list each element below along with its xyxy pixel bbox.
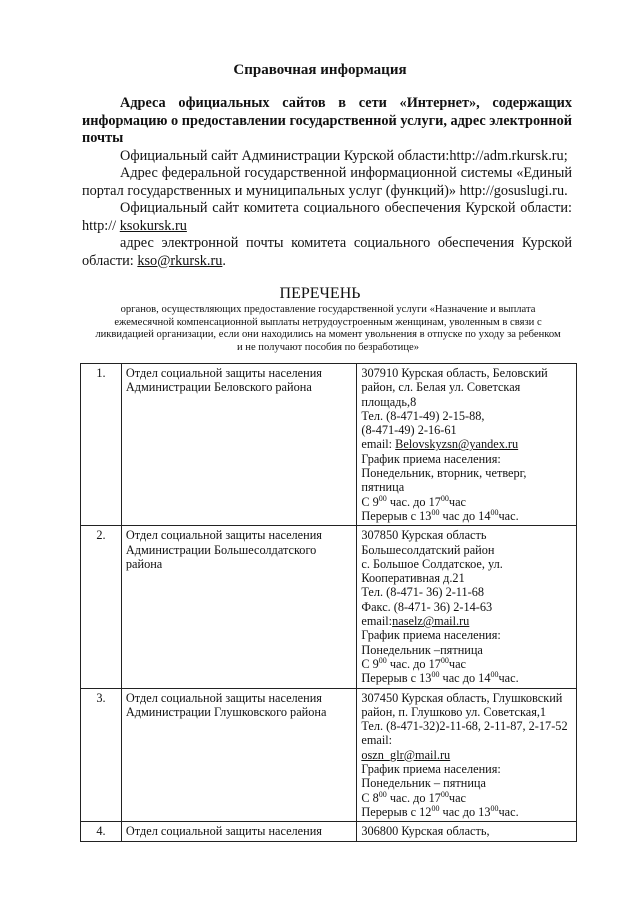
break-from: 13	[419, 671, 432, 686]
committee-email-paragraph	[82, 235, 572, 270]
minutes-sup: 00	[440, 789, 449, 799]
offices-table-body	[81, 364, 577, 842]
minutes-sup: 00	[490, 670, 499, 680]
hours-prefix: С	[361, 790, 373, 805]
office-contacts	[357, 688, 577, 822]
intro-bold-line: информацию о предоставлении государственной услуги, адрес электронной	[82, 112, 572, 129]
hours-suffix: час	[448, 494, 467, 509]
break-suffix: час.	[498, 671, 519, 686]
table-row	[81, 822, 577, 841]
hours-suffix: час	[448, 656, 467, 671]
office-number: 2.	[81, 526, 122, 688]
minutes-sup: 00	[378, 655, 387, 665]
hours-to: 17	[428, 656, 441, 671]
email-link[interactable]: naselz@mail.ru	[392, 614, 470, 629]
schedule-days: Понедельник –пятница	[361, 642, 483, 657]
email-link[interactable]: Belovskyzsn@yandex.ru	[395, 437, 519, 452]
intro-bold-heading	[82, 95, 572, 148]
break-hours	[361, 671, 572, 685]
hours-to: 17	[428, 790, 441, 805]
email-label: email:	[361, 614, 393, 629]
address-line: Тел. (8-471-32)2-11-68, 2-11-87, 2-17-52 email:	[361, 719, 568, 748]
office-number: 1.	[81, 364, 122, 526]
office-contacts	[357, 364, 577, 526]
address-line: Тел. (8-471-49) 2-15-88,	[361, 408, 485, 423]
break-suffix: час.	[498, 508, 519, 523]
minutes-sup: 00	[431, 803, 440, 813]
minutes-sup: 00	[440, 655, 449, 665]
hours-suffix: час	[448, 790, 467, 805]
address-line: Большесолдатский район	[361, 542, 495, 557]
office-contacts	[357, 822, 577, 841]
minutes-sup: 00	[490, 507, 499, 517]
office-number: 3.	[81, 688, 122, 822]
break-from: 13	[419, 508, 432, 523]
break-mid: час до	[442, 508, 479, 523]
offices-table	[80, 363, 577, 842]
page-heading: Справочная информация	[233, 62, 407, 78]
minutes-sup: 00	[431, 670, 440, 680]
office-contacts	[357, 526, 577, 688]
list-title: ПЕРЕЧЕНЬ	[279, 285, 361, 302]
hours-from: 8	[372, 790, 379, 805]
address-line: Факс. (8-471- 36) 2-14-63	[361, 599, 493, 614]
committee-email-end: .	[222, 252, 226, 269]
break-to: 14	[478, 508, 491, 523]
address-line: Тел. (8-471- 36) 2-11-68	[361, 585, 485, 600]
office-number: 4.	[81, 822, 122, 841]
break-to: 14	[478, 671, 491, 686]
intro-section	[82, 95, 572, 270]
hours-to: 17	[428, 494, 441, 509]
email-line	[361, 614, 572, 628]
working-hours	[361, 791, 572, 805]
committee-site-paragraph	[82, 200, 572, 235]
admin-site-text: Официальный сайт Администрации Курской области:http://adm.rkursk.ru;	[120, 147, 568, 164]
email-link[interactable]: oszn_glr@mail.ru	[361, 747, 451, 762]
email-line	[361, 748, 572, 762]
federal-portal-text: Адрес федеральной государственной информационной системы «Единый портал государственных и муниципальных услуг (функций)» http://gosuslugi.ru.	[82, 165, 572, 199]
hours-from: 9	[372, 494, 379, 509]
address-line: с. Большое Солдатское, ул. Кооперативная д.21	[361, 556, 503, 586]
committee-email-link[interactable]: kso@rkursk.ru	[137, 252, 223, 269]
schedule-days: Понедельник, вторник, четверг, пятница	[361, 466, 527, 495]
table-row	[81, 364, 577, 526]
address-line: 307850 Курская область	[361, 528, 487, 543]
email-line	[361, 437, 572, 451]
hours-prefix: С	[361, 656, 373, 671]
hours-from: 9	[372, 656, 379, 671]
minutes-sup: 00	[378, 789, 387, 799]
committee-site-link[interactable]: ksokursk.ru	[119, 217, 187, 234]
address-line: 306800 Курская область,	[361, 824, 490, 839]
break-prefix: Перерыв с	[361, 508, 420, 523]
minutes-sup: 00	[378, 493, 387, 503]
schedule-label: График приема населения:	[361, 451, 501, 466]
intro-bold-line: почты	[82, 130, 124, 146]
email-label: email:	[361, 437, 396, 452]
office-name: Отдел социальной защиты населения Администрации Беловского района	[121, 364, 356, 526]
break-hours	[361, 805, 572, 819]
break-from: 12	[419, 804, 432, 819]
break-hours	[361, 509, 572, 523]
address-line: 307450 Курская область, Глушковский район, п. Глушково ул. Советская,1	[361, 690, 563, 719]
table-row	[81, 688, 577, 822]
committee-email-text: адрес электронной почты комитета социального обеспечения Курской области:	[82, 235, 572, 269]
address-line: (8-471-49) 2-16-61	[361, 423, 457, 438]
office-name: Отдел социальной защиты населения Администрации Большесолдатского района	[121, 526, 356, 688]
break-prefix: Перерыв с	[361, 671, 420, 686]
table-row	[81, 526, 577, 688]
break-suffix: час.	[498, 804, 519, 819]
schedule-days: Понедельник – пятница	[361, 776, 486, 791]
list-subtitle: органов, осуществляющих предоставление государственной услуги «Назначение и выплата ежемесячной компенсационной выплаты нетрудоустроенным женщинам, уволенным в связи с ликвидацией организации, если они находились на момент увольнения в отпуске по уходу за ребенком и не получают пособия по безработице»	[95, 304, 561, 353]
break-prefix: Перерыв с	[361, 804, 420, 819]
hours-mid: час. до	[389, 790, 429, 805]
minutes-sup: 00	[431, 507, 440, 517]
minutes-sup: 00	[490, 803, 499, 813]
hours-prefix: С	[361, 494, 373, 509]
committee-site-text: Официальный сайт комитета социального обеспечения Курской области: http://	[82, 200, 572, 234]
break-mid: час до	[442, 804, 479, 819]
office-name: Отдел социальной защиты населения Администрации Глушковского района	[121, 688, 356, 822]
break-to: 13	[478, 804, 491, 819]
working-hours	[361, 495, 572, 509]
address-line: 307910 Курская область, Беловский район, сл. Белая ул. Советская площадь,8	[361, 366, 548, 409]
hours-mid: час. до	[389, 656, 429, 671]
break-mid: час до	[442, 671, 479, 686]
minutes-sup: 00	[440, 493, 449, 503]
working-hours	[361, 657, 572, 671]
office-name: Отдел социальной защиты населения	[121, 822, 356, 841]
schedule-label: График приема населения:	[361, 628, 501, 643]
hours-mid: час. до	[389, 494, 429, 509]
schedule-label: График приема населения:	[361, 762, 501, 777]
intro-bold-line: Адреса официальных сайтов в сети «Интернет», содержащих	[120, 95, 572, 111]
